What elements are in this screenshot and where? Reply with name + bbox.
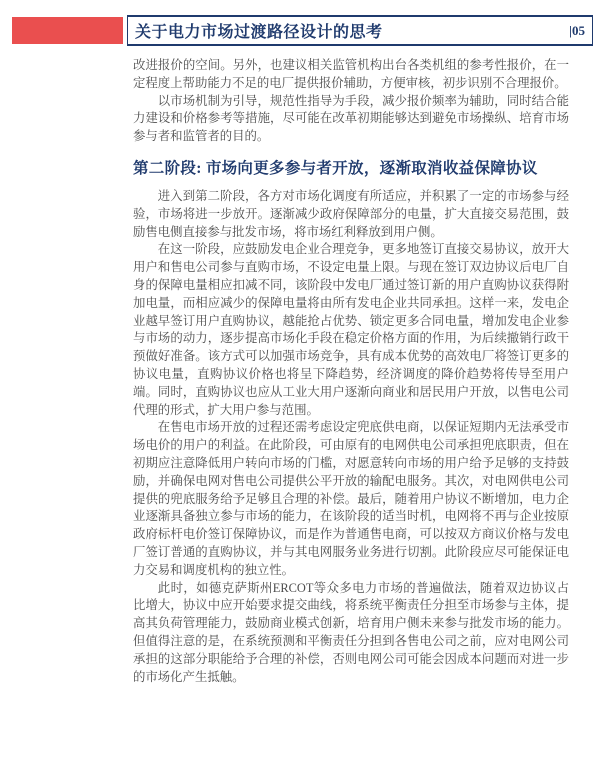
paragraph: 在这一阶段，应鼓励发电企业合理竞争，更多地签订直接交易协议，放开大用户和售电公司参与直购市场，不设定电量上限。与现在签订双边协议后电厂自身的保障电量相应扣减不同，该阶段中发电厂通过签订新的用户直购协议获得附加电量，而相应减少的保障电量将由所有发电企业共同承担。这样一来，发电企业越早签订用户直购协议，越能抢占优势、锁定更多合同电量，增加发电企业参与市场的动力，逐步提高市场化手段在稳定价格方面的作用，为后续撤销行政干预做好准备。该方式可以加强市场竞争，具有成本优势的高效电厂将签订更多的协议电量，直购协议价格也将呈下降趋势，经济调度的降价趋势将传导至用户端。同时，直购协议也应从工业大用户逐渐向商业和居民用户开放，以售电公司代理的形式，扩大用户参与范围。: [133, 242, 569, 417]
header-title-box: [127, 15, 593, 46]
page-number: |05: [569, 22, 585, 38]
header-accent-block: [12, 17, 123, 44]
paragraph: 此时，如德克萨斯州ERCOT等众多电力市场的普遍做法，随着双边协议占比增大，协议中应开始要求提交曲线，将系统平衡责任分担至市场参与主体，提高其负荷管理能力，鼓励商业模式创新，培育用户侧未来参与批发市场的能力。但值得注意的是，在系统预测和平衡责任分担到各售电公司之前，应对电网公司承担的这部分职能给予合理的补偿，否则电网公司可能会因成本问题而对进一步的市场化产生抵触。: [133, 580, 569, 684]
document-body: [133, 57, 569, 686]
paragraph: 在售电市场开放的过程还需考虑设定兜底供电商，以保证短期内无法承受市场电价的用户的利益。在此阶段，可由原有的电网供电公司承担兜底职责，但在初期应注意降低用户转向市场的门槛，对愿意转向市场的用户给予足够的支持鼓励，并确保电网对售电公司提供公平开放的输配电服务。其次，对电网供电公司提供的兜底服务给予足够且合理的补偿。最后，随着用户协议不断增加，电力企业逐渐具备独立参与市场的能力，在该阶段的适当时机，电网将不再与企业按原政府标杆电价签订保障协议，而是作为普通售电商，可以按双方商议价格与发电厂签订普通的直购协议，并与其电网服务业务进行切割。此阶段应尽可能保证电力交易和调度机构的独立性。: [133, 420, 569, 577]
paragraph: 进入到第二阶段，各方对市场化调度有所适应，并积累了一定的市场参与经验，市场将进一步放开。逐渐减少政府保障部分的电量，扩大直接交易范围，鼓励售电侧直接参与批发市场，将市场红利释放到用户侧。: [133, 188, 569, 239]
paragraph-continuation: 改进报价的空间。另外，也建议相关监管机构出台各类机组的参考性报价，在一定程度上帮助能力不足的电厂提供报价辅助，方便审核，初步识别不合理报价。: [133, 58, 569, 90]
paragraph: 以市场机制为引导，规范性指导为手段，减少报价频率为辅助，同时结合能力建设和价格参考等措施，尽可能在改革初期能够达到避免市场操纵、培育市场参与者和监管者的目的。: [133, 93, 569, 144]
page-title: 关于电力市场过渡路径设计的思考: [135, 24, 383, 41]
section-heading: 第二阶段: 市场向更多参与者开放，逐渐取消收益保障协议: [133, 159, 538, 177]
